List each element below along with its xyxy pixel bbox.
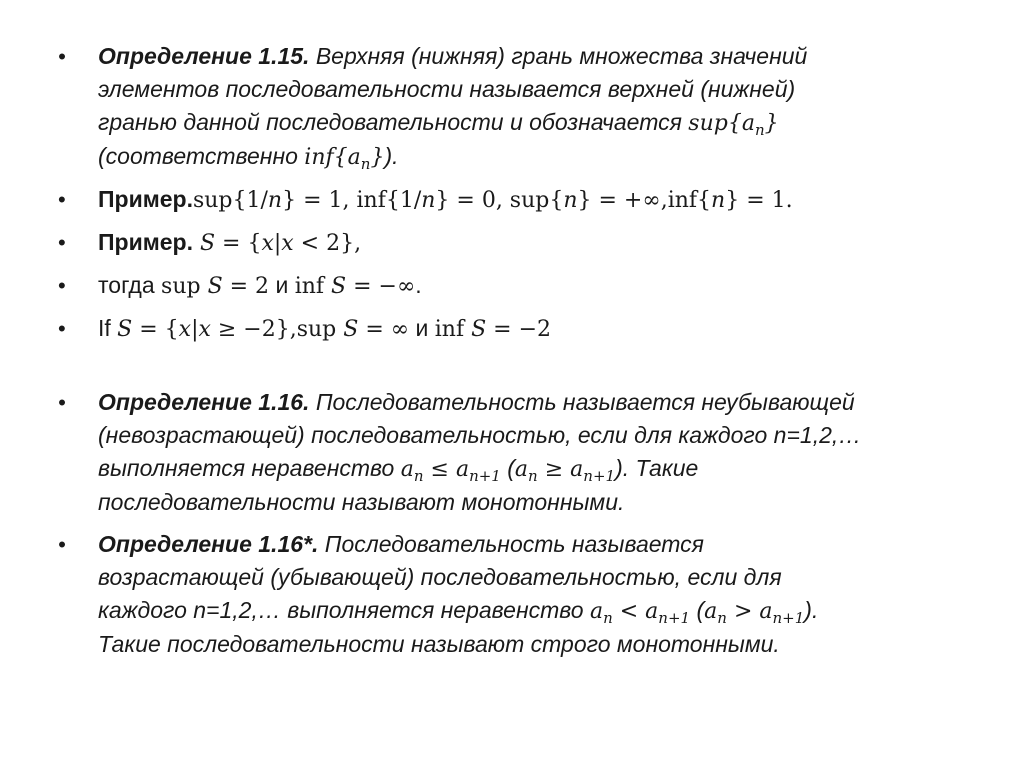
bullet-list xyxy=(58,40,978,670)
example-1-lead: Пример. xyxy=(98,186,193,212)
definition-1-15: • Определение 1.15. Верхняя (нижняя) грань множества значений элементов последовательности называется верхней (нижней) гранью данной последовательности и обозначается $sup\{a_n\}$ (соответственно $inf\{a_n\}$). xyxy=(58,40,978,174)
example-2-lead: Пример. xyxy=(98,229,193,255)
inequality-ge: $a_n \ge a_{n+1}$ xyxy=(514,457,616,485)
definition-1-16-lead: Определение 1.16. xyxy=(98,389,310,415)
example-2-formula: 𝑆 = {𝑥|𝑥 < 2}, xyxy=(192,231,362,256)
inf-formula: $inf\{a_n\}$ xyxy=(304,145,385,173)
sup-formula: $sup\{a_n\}$ xyxy=(688,111,779,139)
definition-1-16-star-lead: Определение 1.16*. xyxy=(98,531,319,557)
example-2-result: • тогда sup 𝑆 = 2 и inf 𝑆 = −∞. xyxy=(58,269,978,303)
inequality-gt: $a_n > a_{n+1}$ xyxy=(704,599,805,627)
inequality-le: $a_n \le a_{n+1}$ xyxy=(400,457,501,485)
definition-1-16-star: • Определение 1.16*. Последовательность называется возрастающей (убывающей) последовательностью, если для каждого n=1,2,… выполняется неравенство $a_n < a_{n+1}$ $(a_n > a_{n+1})$. Такие последовательности называют строго монотонными. xyxy=(58,528,978,661)
example-3: • If 𝑆 = {𝑥|𝑥 ≥ −2},sup 𝑆 = ∞ и inf 𝑆 = −2 xyxy=(58,312,978,346)
definition-1-15-lead: Определение 1.15. xyxy=(98,43,310,69)
example-1 xyxy=(58,183,978,217)
definition-1-16: • Определение 1.16. Последовательность называется неубывающей (невозрастающей) последовательностью, если для каждого n=1,2,… выполняется неравенство $a_n \le a_{n+1}$ $(a_n \ge a_{n+1})$. Такие последовательности называют монотонными. xyxy=(58,386,978,519)
inequality-lt: $a_n < a_{n+1}$ xyxy=(589,599,691,627)
example-2 xyxy=(58,226,978,260)
example-1-formula: sup{1/𝑛} = 1, inf{1/𝑛} = 0, sup{𝑛} = +∞,inf{𝑛} = 1. xyxy=(192,188,793,213)
